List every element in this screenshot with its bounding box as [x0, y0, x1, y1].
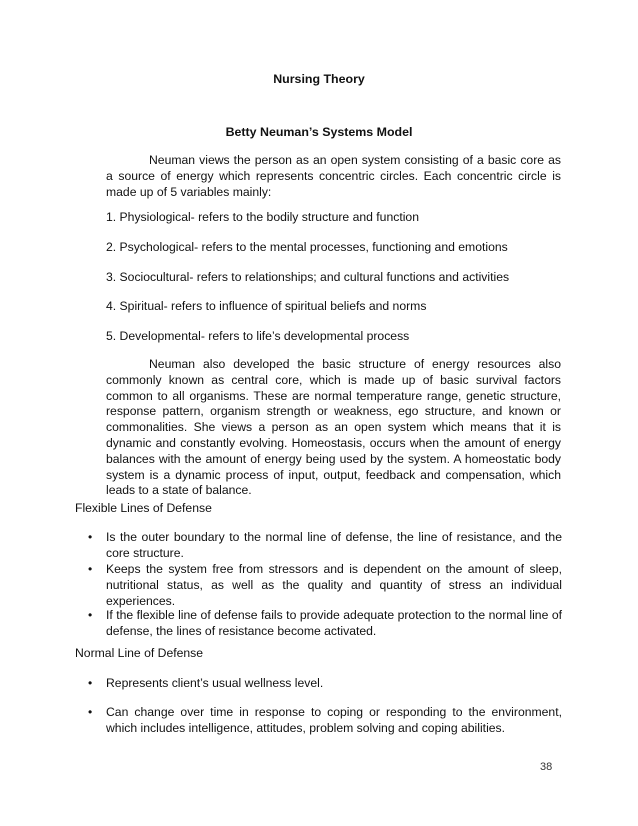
flexible-bullet-text: Is the outer boundary to the normal line of defense, the line of resistance, and the core structure. — [106, 530, 562, 560]
bullet-icon: • — [88, 562, 93, 576]
normal-bullet-item — [88, 705, 562, 737]
variable-psychological: 2. Psychological- refers to the mental processes, functioning and emotions — [106, 240, 508, 254]
bullet-icon: • — [88, 530, 93, 544]
core-paragraph — [106, 357, 561, 499]
intro-text: Neuman views the person as an open system consisting of a basic core as a source of energy which represents concentric circles. Each concentric circle is made up of 5 variables mainly: — [106, 153, 561, 199]
bullet-icon: • — [88, 676, 93, 690]
flexible-bullet-text: If the flexible line of defense fails to provide adequate protection to the normal line of defense, the lines of resistance become activated. — [106, 608, 562, 638]
intro-paragraph — [106, 153, 561, 200]
variable-developmental: 5. Developmental- refers to life’s developmental process — [106, 329, 410, 343]
normal-bullet-text: Represents client’s usual wellness level. — [106, 676, 324, 690]
page-title: Nursing Theory — [273, 72, 365, 86]
bullet-icon: • — [88, 705, 93, 719]
core-paragraph-text: Neuman also developed the basic structure of energy resources also commonly known as central core, which is made up of basic survival factors common to all organisms. These are normal temperature range, genetic structure, response pattern, organism strength or weakness, ego structure, and known or commonalities. She views a person as an open system which means that it is dynamic and constantly evolving. Homeostasis, occurs when the amount of energy balances with the amount of energy being used by the system. A homeostatic body system is a dynamic process of input, output, feedback and compensation, which leads to a state of balance. — [106, 357, 561, 498]
flexible-bullet-item — [88, 562, 562, 609]
variable-sociocultural: 3. Sociocultural- refers to relationships; and cultural functions and activities — [106, 270, 510, 284]
variable-physiological: 1. Physiological- refers to the bodily structure and function — [106, 210, 419, 224]
normal-line-heading: Normal Line of Defense — [75, 646, 204, 660]
flexible-lines-heading: Flexible Lines of Defense — [75, 501, 212, 515]
flexible-bullet-item — [88, 608, 562, 640]
flexible-bullet-item — [88, 530, 562, 562]
page-subtitle: Betty Neuman’s Systems Model — [225, 125, 413, 139]
variable-spiritual: 4. Spiritual- refers to influence of spiritual beliefs and norms — [106, 299, 427, 313]
normal-bullet-item — [88, 676, 562, 692]
page-number: 38 — [540, 761, 553, 773]
normal-bullet-text: Can change over time in response to coping or responding to the environment, which includes intelligence, attitudes, problem solving and coping abilities. — [106, 705, 562, 735]
flexible-bullet-text: Keeps the system free from stressors and is dependent on the amount of sleep, nutritional status, as well as the quality and quantity of stress an individual experiences. — [106, 562, 562, 608]
bullet-icon: • — [88, 608, 93, 622]
